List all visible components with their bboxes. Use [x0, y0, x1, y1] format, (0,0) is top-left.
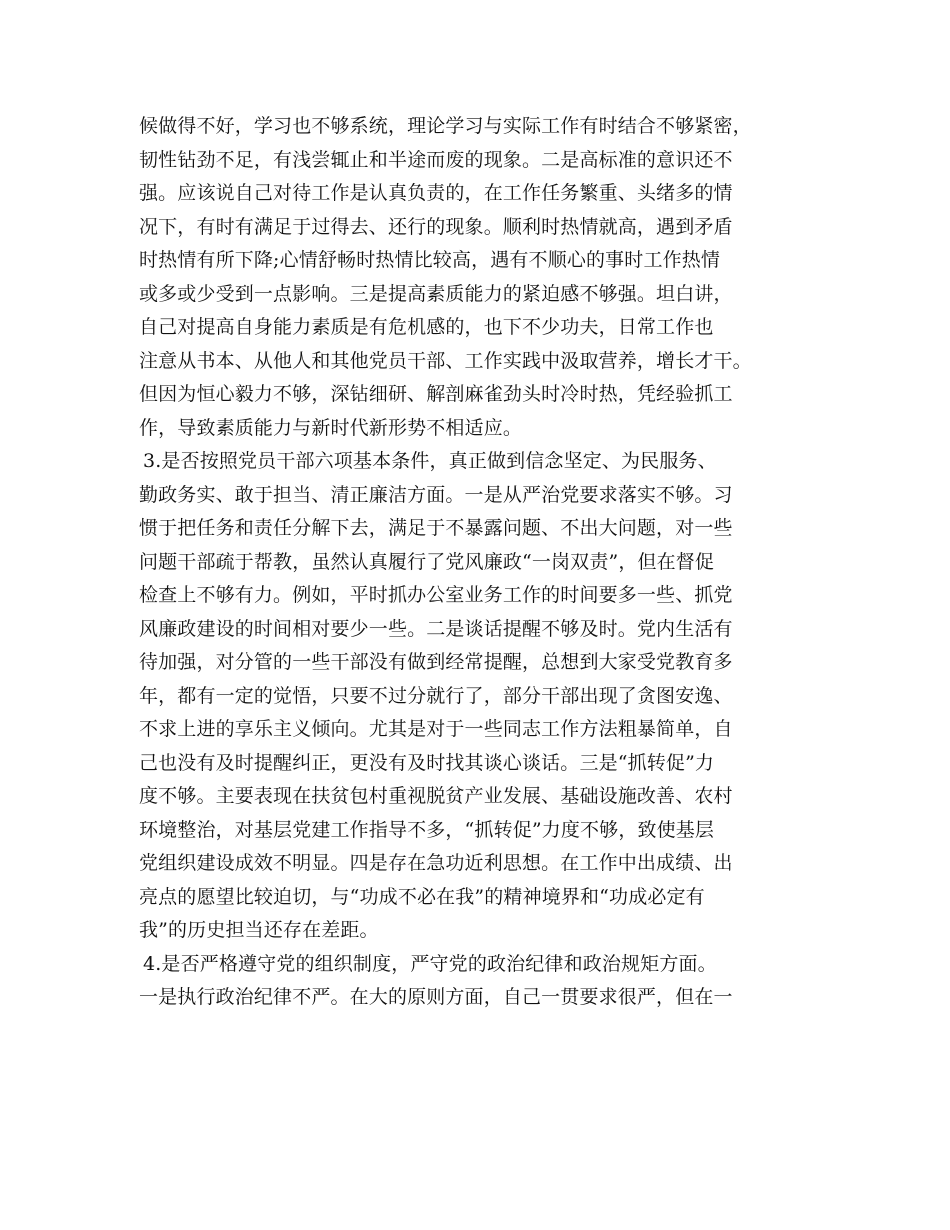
- text-line: 我”的历史担当还存在差距。: [139, 919, 379, 941]
- text-line: 况下，有时有满足于过得去、还行的现象。顺利时热情就高，遇到矛盾: [139, 215, 733, 238]
- text-line: 或多或少受到一点影响。三是提高素质能力的紧迫感不够强。坦白讲，: [139, 282, 733, 305]
- text-line: 候做得不好，学习也不够系统，理论学习与实际工作有时结合不够紧密，: [139, 115, 752, 137]
- text-line: 一是执行政治纪律不严。在大的原则方面，自己一贯要求很严，但在一: [139, 986, 733, 1008]
- text-line: 亮点的愿望比较迫切，与“功成不必在我”的精神境界和“功成必定有: [139, 885, 705, 908]
- text-line: 注意从书本、从他人和其他党员干部、工作实践中汲取营养，增长才干。: [139, 349, 752, 372]
- text-line: 作，导致素质能力与新时代新形势不相适应。: [139, 416, 523, 439]
- text-line: 度不够。主要表现在扶贫包村重视脱贫产业发展、基础设施改善、农村: [139, 785, 733, 807]
- text-line: 时热情有所下降;心情舒畅时热情比较高，遇有不顺心的事时工作热情: [139, 249, 721, 271]
- text-line: 己也没有及时提醒纠正，更没有及时找其谈心谈话。三是“抓转促”力: [139, 751, 715, 774]
- text-line: 待加强，对分管的一些干部没有做到经常提醒，总想到大家受党教育多: [139, 651, 733, 673]
- text-line: 韧性钻劲不足，有浅尝辄止和半途而废的现象。二是高标准的意识还不: [139, 148, 733, 171]
- text-line: 党组织建设成效不明显。四是存在急功近利思想。在工作中出成绩、出: [139, 852, 733, 874]
- text-line: 检查上不够有力。例如，平时抓办公室业务工作的时间要多一些、抓党: [139, 584, 733, 606]
- text-line: 不求上进的享乐主义倾向。尤其是对于一些同志工作方法粗暴简单，自: [139, 718, 733, 740]
- text-line: 但因为恒心毅力不够，深钻细研、解剖麻雀劲头时冷时热，凭经验抓工: [139, 383, 733, 405]
- body-text: [139, 110, 839, 1015]
- text-line: 4.是否严格遵守党的组织制度，严守党的政治纪律和政治规矩方面。: [143, 952, 717, 975]
- text-line: 3.是否按照党员干部六项基本条件，真正做到信念坚定、为民服务、: [143, 450, 717, 472]
- text-line: 自己对提高自身能力素质是有危机感的，也下不少功夫，日常工作也: [139, 316, 714, 338]
- text-line: 环境整治，对基层党建工作指导不多，“抓转促”力度不够，致使基层: [139, 818, 715, 841]
- text-line: 风廉政建设的时间相对要少一些。二是谈话提醒不够及时。党内生活有: [139, 617, 733, 640]
- text-line: 问题干部疏于帮教，虽然认真履行了党风廉政“一岗双责”，但在督促: [139, 550, 715, 573]
- text-line: 惯于把任务和责任分解下去，满足于不暴露问题、不出大问题，对一些: [139, 517, 733, 539]
- text-line: 年，都有一定的觉悟，只要不过分就行了，部分干部出现了贪图安逸、: [139, 684, 733, 707]
- text-line: 强。应该说自己对待工作是认真负责的，在工作任务繁重、头绪多的情: [139, 182, 733, 204]
- text-line: 勤政务实、敢于担当、清正廉洁方面。一是从严治党要求落实不够。习: [139, 483, 733, 506]
